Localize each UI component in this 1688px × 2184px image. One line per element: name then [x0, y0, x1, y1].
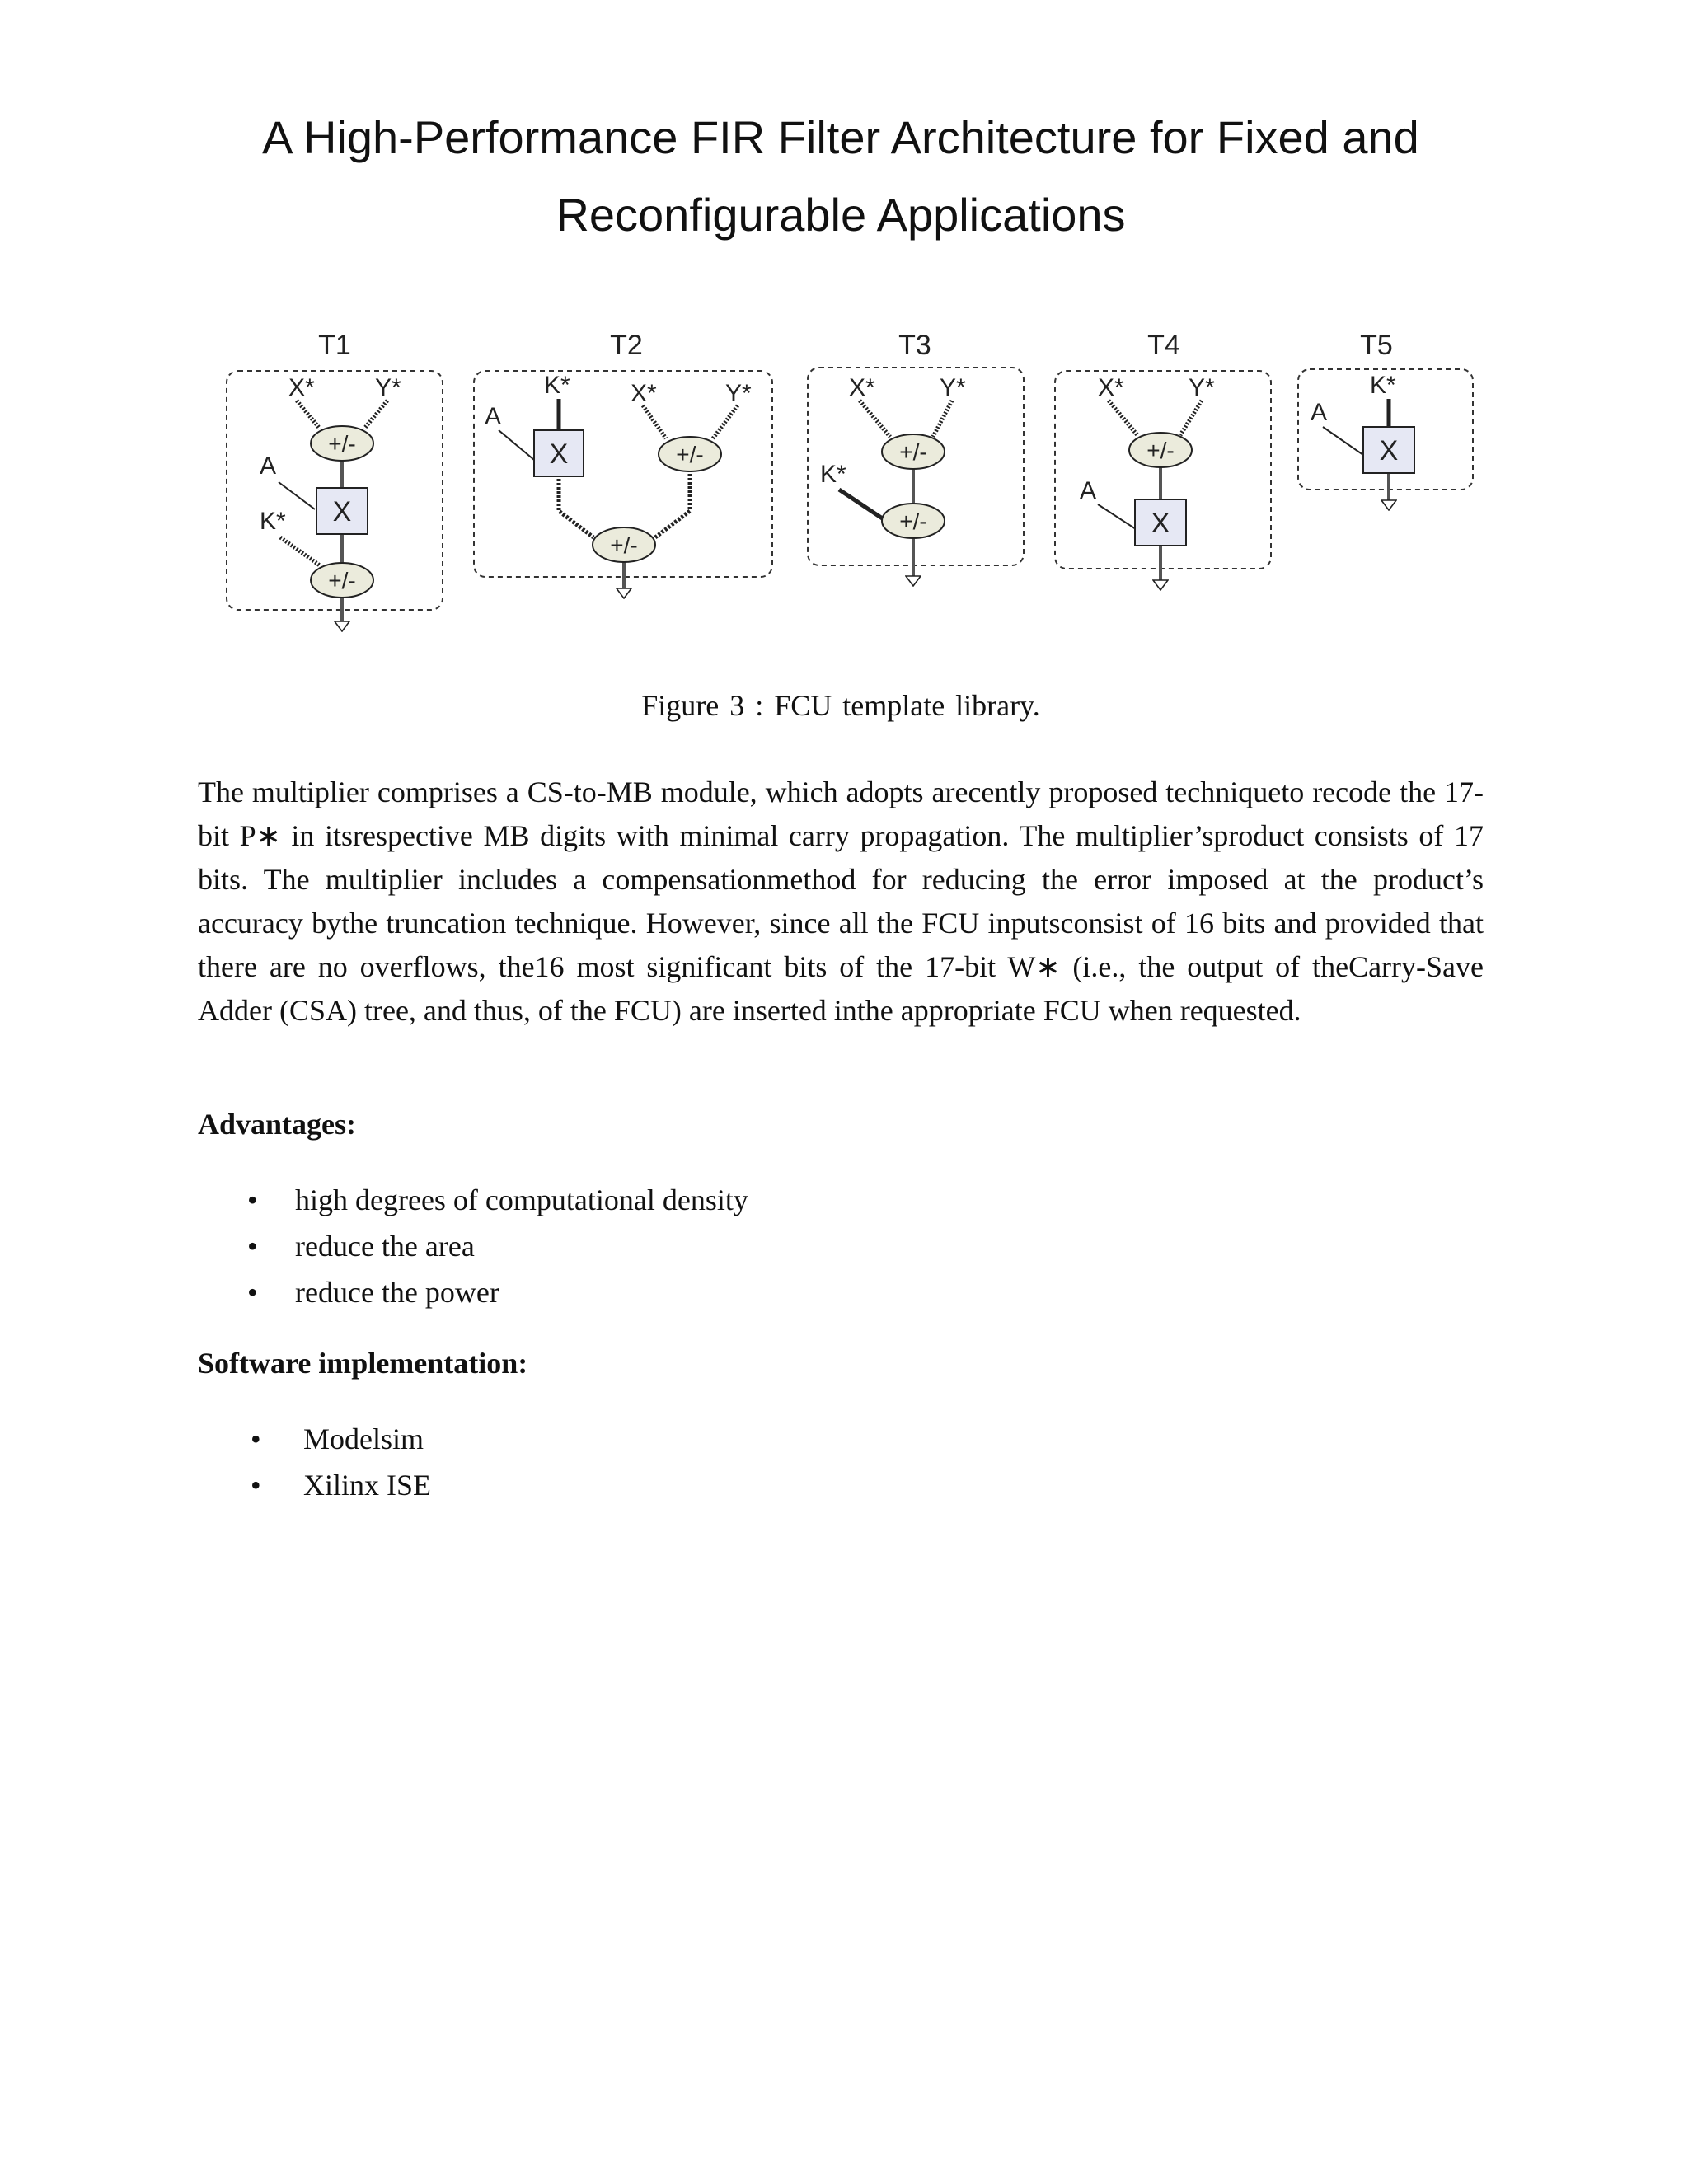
wire — [280, 537, 320, 565]
software-heading: Software implementation: — [198, 1347, 528, 1380]
input-label: K* — [1370, 372, 1396, 399]
document-title: A High-Performance FIR Filter Architecture for Fixed and Reconfigurable Applications — [262, 111, 1419, 241]
wire — [279, 482, 315, 509]
input-label: A — [260, 452, 277, 480]
wire — [713, 405, 738, 438]
bullet-icon: • — [247, 1276, 258, 1309]
wire — [1109, 401, 1137, 435]
body-paragraph: The multiplier comprises a CS-to-MB module, which adopts arecently proposed techniqueto recode the 17-bit P∗ in itsrespective MB digits with minimal carry propagation. The multiplier’sproduct consists of 17 bits. The multiplier includes a compensationmethod for reducing the error imposed at the product’s accuracy bythe truncation technique. However, since all the FCU inputsconsist of 16 bits and provided that there are no overflows, the16 most significant bits of the 17-bit W∗ (i.e., the output of theCarry-Save Adder (CSA) tree, and thus, of the FCU) are inserted inthe appropriate FCU when requested. — [198, 776, 1484, 1027]
wire — [559, 475, 593, 537]
input-label: Y* — [940, 374, 966, 401]
template-label: T1 — [318, 330, 351, 361]
input-label: Y* — [375, 374, 401, 401]
template-t1 — [227, 330, 443, 622]
wire — [1323, 427, 1363, 455]
list-item: • Xilinx ISE — [198, 1462, 431, 1508]
multiplier-label: X — [1151, 508, 1170, 539]
list-item: • reduce the power — [198, 1269, 748, 1315]
template-label: T5 — [1360, 330, 1393, 361]
bullet-icon: • — [247, 1183, 258, 1216]
input-label: X* — [1098, 374, 1124, 401]
adder-label: +/- — [899, 509, 927, 534]
multiplier-label: X — [332, 496, 352, 527]
software-list — [198, 1416, 431, 1508]
figure-caption: Figure 3 : FCU template library. — [641, 689, 1040, 722]
input-label: X* — [631, 380, 657, 407]
input-label: A — [485, 403, 502, 430]
input-label: K* — [260, 508, 286, 535]
advantages-list — [198, 1177, 748, 1315]
wire — [364, 401, 387, 429]
advantages-heading: Advantages: — [198, 1108, 357, 1141]
bullet-icon: • — [251, 1469, 261, 1502]
template-label: T2 — [610, 330, 643, 361]
adder-label: +/- — [328, 431, 356, 457]
wire — [1098, 504, 1136, 529]
wire — [643, 405, 666, 438]
list-item: • reduce the area — [198, 1223, 748, 1269]
bullet-icon: • — [247, 1230, 258, 1263]
multiplier-label: X — [549, 438, 569, 470]
wire — [655, 470, 690, 537]
adder-label: +/- — [676, 442, 704, 467]
template-t4 — [1055, 330, 1271, 581]
template-label: T3 — [898, 330, 931, 361]
adder-label: +/- — [899, 439, 927, 465]
input-label: A — [1080, 477, 1097, 504]
adder-label: +/- — [328, 568, 356, 593]
template-t3 — [808, 330, 1024, 577]
wire — [839, 490, 884, 519]
fcu-template-figure — [214, 313, 1484, 659]
wire — [297, 401, 320, 429]
wire — [860, 401, 890, 437]
wire — [499, 430, 534, 460]
input-label: K* — [820, 461, 846, 488]
input-label: K* — [544, 372, 570, 399]
input-label: Y* — [725, 380, 752, 407]
input-label: X* — [849, 374, 875, 401]
wire — [1180, 401, 1202, 435]
template-t2 — [474, 330, 772, 589]
template-label: T4 — [1147, 330, 1180, 361]
bullet-icon: • — [251, 1422, 261, 1455]
input-label: A — [1311, 399, 1328, 426]
input-label: Y* — [1189, 374, 1215, 401]
input-label: X* — [288, 374, 315, 401]
template-t5 — [1298, 330, 1473, 501]
multiplier-label: X — [1379, 435, 1399, 466]
adder-label: +/- — [610, 532, 638, 558]
list-item: • high degrees of computational density — [198, 1177, 748, 1223]
list-item: • Modelsim — [198, 1416, 431, 1462]
wire — [933, 401, 952, 437]
adder-label: +/- — [1146, 438, 1175, 463]
